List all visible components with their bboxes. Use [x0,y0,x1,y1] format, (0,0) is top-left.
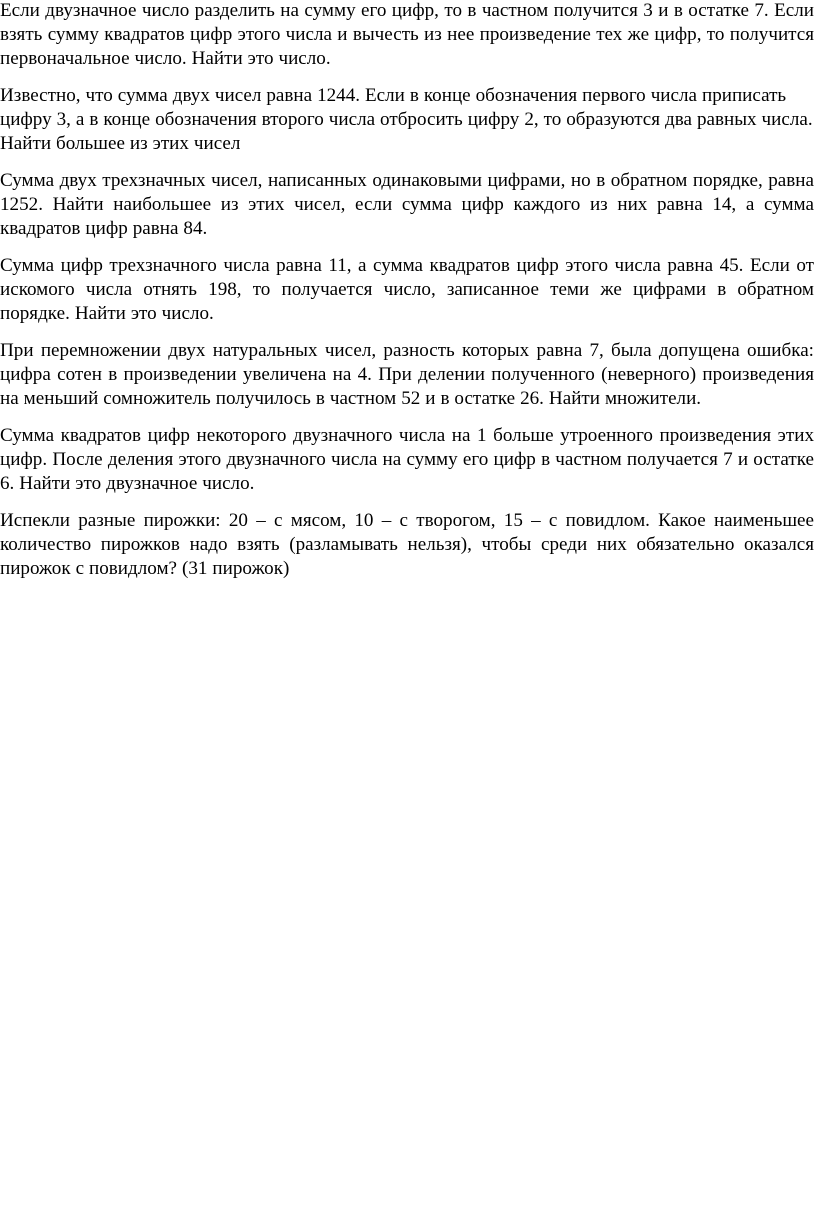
problem-paragraph: Сумма цифр трехзначного числа равна 11, а сумма квадратов цифр этого числа равна 45. Если от искомого числа отнять 198, то получается число, записанное теми же цифрами в обратном порядке. Найти это число. [0,255,814,324]
problem-paragraph: Известно, что сумма двух чисел равна 1244. Если в конце обозначения первого числа приписать цифру 3, а в конце обозначения второго числа отбросить цифру 2, то образуются два равных числа. Найти большее из этих чисел [0,85,813,154]
problem-paragraph: При перемножении двух натуральных чисел, разность которых равна 7, была допущена ошибка: цифра сотен в произведении увеличена на 4. При делении полученного (неверного) произведения на меньший сомножитель получилось в частном 52 и в остатке 26. Найти множители. [0,340,814,409]
problem-paragraph: Испекли разные пирожки: 20 – с мясом, 10 – с творогом, 15 – с повидлом. Какое наименьшее количество пирожков надо взять (разламывать нельзя), чтобы среди них обязательно оказался пирожок с повидлом? (31 пирожок) [0,510,814,579]
problem-paragraph: Сумма двух трехзначных чисел, написанных одинаковыми цифрами, но в обратном порядке, равна 1252. Найти наибольшее из этих чисел, если сумма цифр каждого из них равна 14, а сумма квадратов цифр равна 84. [0,170,814,239]
problem-paragraph: Сумма квадратов цифр некоторого двузначного числа на 1 больше утроенного произведения этих цифр. После деления этого двузначного числа на сумму его цифр в частном получается 7 и остатке 6. Найти это двузначное число. [0,425,814,494]
problem-paragraph: Если двузначное число разделить на сумму его цифр, то в частном получится 3 и в остатке 7. Если взять сумму квадратов цифр этого числа и вычесть из нее произведение тех же цифр, то получится первоначальное число. Найти это число. [0,0,814,69]
